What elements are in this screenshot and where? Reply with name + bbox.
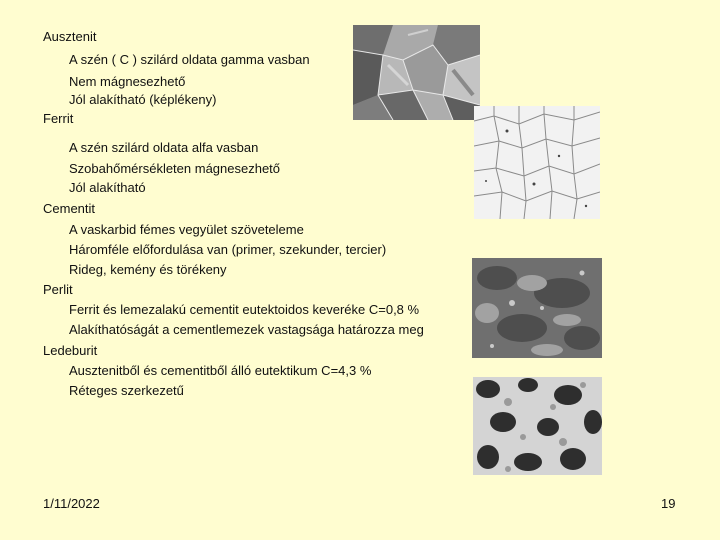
heading-ledeburit: Ledeburit — [43, 343, 98, 358]
heading-ausztenit: Ausztenit — [43, 29, 97, 44]
pearlite-micrograph — [472, 258, 602, 358]
bullet-ausztenit-1: A szén ( C ) szilárd oldata gamma vasban — [69, 52, 310, 67]
page-number: 19 — [661, 496, 676, 511]
ferrite-micrograph — [474, 106, 600, 219]
bullet-ausztenit-2: Nem mágnesezhető — [69, 74, 186, 89]
bullet-perlit-2: Alakíthatóságát a cementlemezek vastagsága határozza meg — [69, 322, 424, 337]
footer-date: 1/11/2022 — [43, 496, 100, 511]
bullet-cementit-3: Rideg, kemény és törékeny — [69, 262, 227, 277]
bullet-ledeburit-1: Ausztenitből és cementitből álló eutektikum C=4,3 % — [69, 363, 372, 378]
bullet-cementit-2: Háromféle előfordulása van (primer, szekunder, tercier) — [69, 242, 387, 257]
bullet-ferrit-3: Jól alakítható — [69, 180, 146, 195]
austenite-micrograph — [353, 25, 480, 120]
heading-perlit: Perlit — [43, 282, 73, 297]
bullet-ausztenit-3: Jól alakítható (képlékeny) — [69, 92, 217, 107]
bullet-ferrit-1: A szén szilárd oldata alfa vasban — [69, 140, 259, 155]
heading-cementit: Cementit — [43, 201, 96, 216]
bullet-perlit-1: Ferrit és lemezalakú cementit eutektoidos keveréke C=0,8 % — [69, 302, 420, 317]
ledeburite-micrograph — [473, 377, 602, 475]
heading-ferrit: Ferrit — [43, 111, 74, 126]
bullet-ledeburit-2: Réteges szerkezetű — [69, 383, 184, 398]
bullet-cementit-1: A vaskarbid fémes vegyület szöveteleme — [69, 222, 304, 237]
bullet-ferrit-2: Szobahőmérsékleten mágnesezhető — [69, 161, 281, 176]
